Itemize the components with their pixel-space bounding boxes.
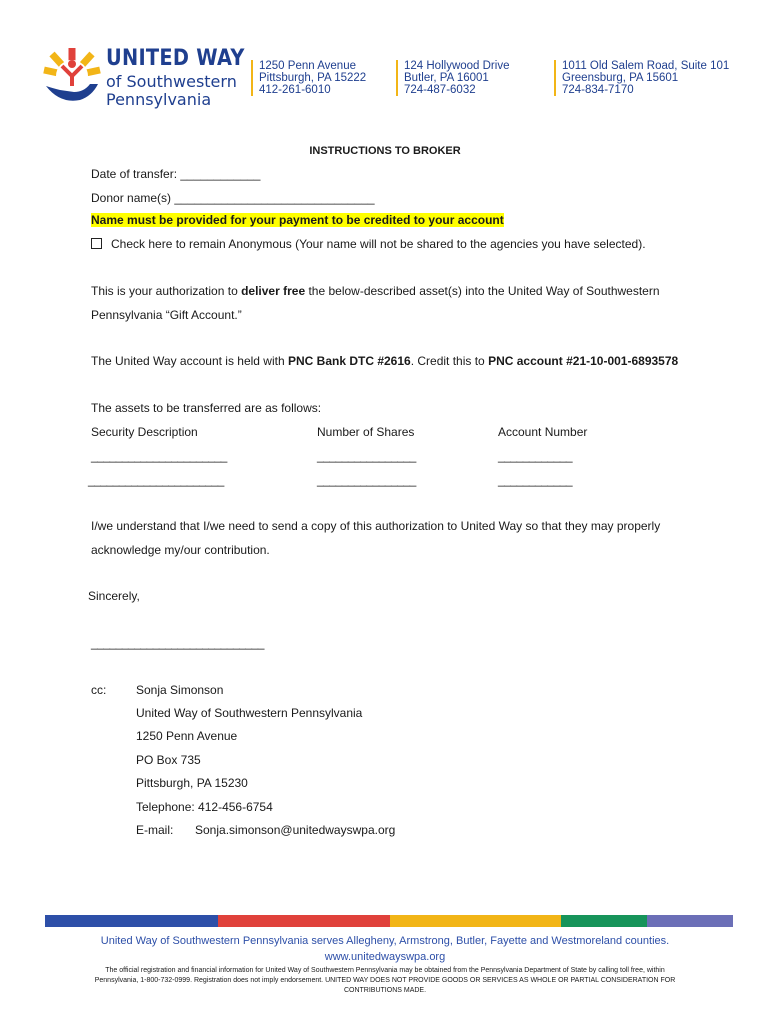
office-city: Pittsburgh, PA 15222 — [259, 72, 367, 84]
account-text: The United Way account is held with — [91, 354, 288, 368]
name-required-notice — [91, 213, 504, 227]
office-city: Butler, PA 16001 — [404, 72, 489, 84]
cc-po-box: PO Box 735 — [136, 753, 201, 767]
acknowledgment-line1: I/we understand that I/we need to send a copy of this authorization to United Way so that they may properly — [91, 519, 661, 533]
account-field-row1[interactable]: ____________ — [498, 449, 573, 463]
column-header-shares: Number of Shares — [317, 425, 415, 439]
logo-title: UNITED WAY — [106, 46, 245, 71]
shares-field-row2[interactable]: ________________ — [317, 473, 416, 487]
date-of-transfer-field[interactable]: Date of transfer: ____________ — [91, 167, 261, 181]
office-street: 1250 Penn Avenue — [259, 60, 356, 72]
office-address-greensburg — [554, 60, 729, 96]
authorization-line2: Pennsylvania “Gift Account.” — [91, 308, 242, 322]
logo-subtitle-line2: Pennsylvania — [106, 90, 212, 109]
account-text-mid: . Credit this to — [410, 354, 489, 368]
cc-street: 1250 Penn Avenue — [136, 729, 238, 743]
donor-names-field[interactable]: Donor name(s) ______________________________ — [91, 191, 375, 205]
account-field-row2[interactable]: ____________ — [498, 473, 573, 487]
footer-disclaimer: The official registration and financial information for United Way of Southwestern Pennsylvania may be obtained from the Pennsylvania Department of State by calling toll free, within Pennsylvania, 1-800-732-0999. Registration does not imply endorsement. UNITED WAY DOES NOT PROVIDE GOODS OR SERVICES AS WHOLE OR PARTIAL CONSIDERATION FOR CONTRIBUTIONS MADE. — [94, 967, 676, 994]
signature-line[interactable]: ____________________________ — [91, 636, 264, 650]
auth-bold-text: deliver free — [241, 284, 306, 298]
office-street: 124 Hollywood Drive — [404, 60, 510, 72]
anonymous-option[interactable] — [91, 237, 646, 251]
account-number: PNC account #21-10-001-6893578 — [488, 354, 679, 368]
office-phone: 724-487-6032 — [404, 84, 476, 96]
office-city: Greensburg, PA 15601 — [562, 72, 679, 84]
column-header-account: Account Number — [498, 425, 588, 439]
hand-and-figure-icon — [40, 46, 104, 110]
footer-bar-blue — [45, 915, 218, 927]
cc-label: cc: — [91, 683, 107, 697]
cc-city: Pittsburgh, PA 15230 — [136, 776, 248, 790]
footer-bar-purple — [647, 915, 733, 927]
office-street: 1011 Old Salem Road, Suite 101 — [562, 60, 730, 72]
office-phone: 724-834-7170 — [562, 84, 634, 96]
cc-organization: United Way of Southwestern Pennsylvania — [136, 706, 363, 720]
account-info — [91, 354, 678, 368]
footer-bar-yellow — [390, 915, 561, 927]
anonymous-label: Check here to remain Anonymous (Your name will not be shared to the agencies you have selected). — [111, 237, 646, 251]
acknowledgment-line2: acknowledge my/our contribution. — [91, 543, 270, 557]
cc-email-label: E-mail: — [136, 823, 174, 837]
united-way-logo — [40, 44, 245, 114]
footer-bar-red — [218, 915, 390, 927]
office-address-pittsburgh — [251, 60, 366, 96]
footer-bar-green — [561, 915, 647, 927]
cc-telephone: Telephone: 412-456-6754 — [136, 800, 273, 814]
logo-subtitle-line1: of Southwestern — [106, 72, 237, 91]
name-required-text: Name must be provided for your payment to be credited to your account — [91, 213, 504, 227]
document-title: INSTRUCTIONS TO BROKER — [309, 145, 461, 157]
office-phone: 412-261-6010 — [259, 84, 331, 96]
office-address-butler — [396, 60, 509, 96]
auth-text-rest: the below-described asset(s) into the United Way of Southwestern — [305, 284, 660, 298]
shares-field-row1[interactable]: ________________ — [317, 449, 416, 463]
security-field-row1[interactable]: ______________________ — [91, 449, 227, 463]
cc-name: Sonja Simonson — [136, 683, 224, 697]
account-bank: PNC Bank DTC #2616 — [287, 354, 411, 368]
assets-intro: The assets to be transferred are as follows: — [91, 401, 322, 415]
security-field-row2[interactable]: ______________________ — [88, 473, 224, 487]
authorization-line1 — [91, 284, 660, 298]
footer-website-link[interactable]: www.unitedwayswpa.org — [324, 951, 446, 963]
closing-text: Sincerely, — [88, 589, 140, 603]
cc-email[interactable]: Sonja.simonson@unitedwayswpa.org — [195, 823, 396, 837]
column-header-security: Security Description — [91, 425, 198, 439]
auth-text: This is your authorization to — [91, 284, 242, 298]
footer-counties: United Way of Southwestern Pennsylvania serves Allegheny, Armstrong, Butler, Fayette and Westmoreland counties. — [100, 935, 670, 947]
anonymous-checkbox[interactable] — [91, 238, 102, 249]
